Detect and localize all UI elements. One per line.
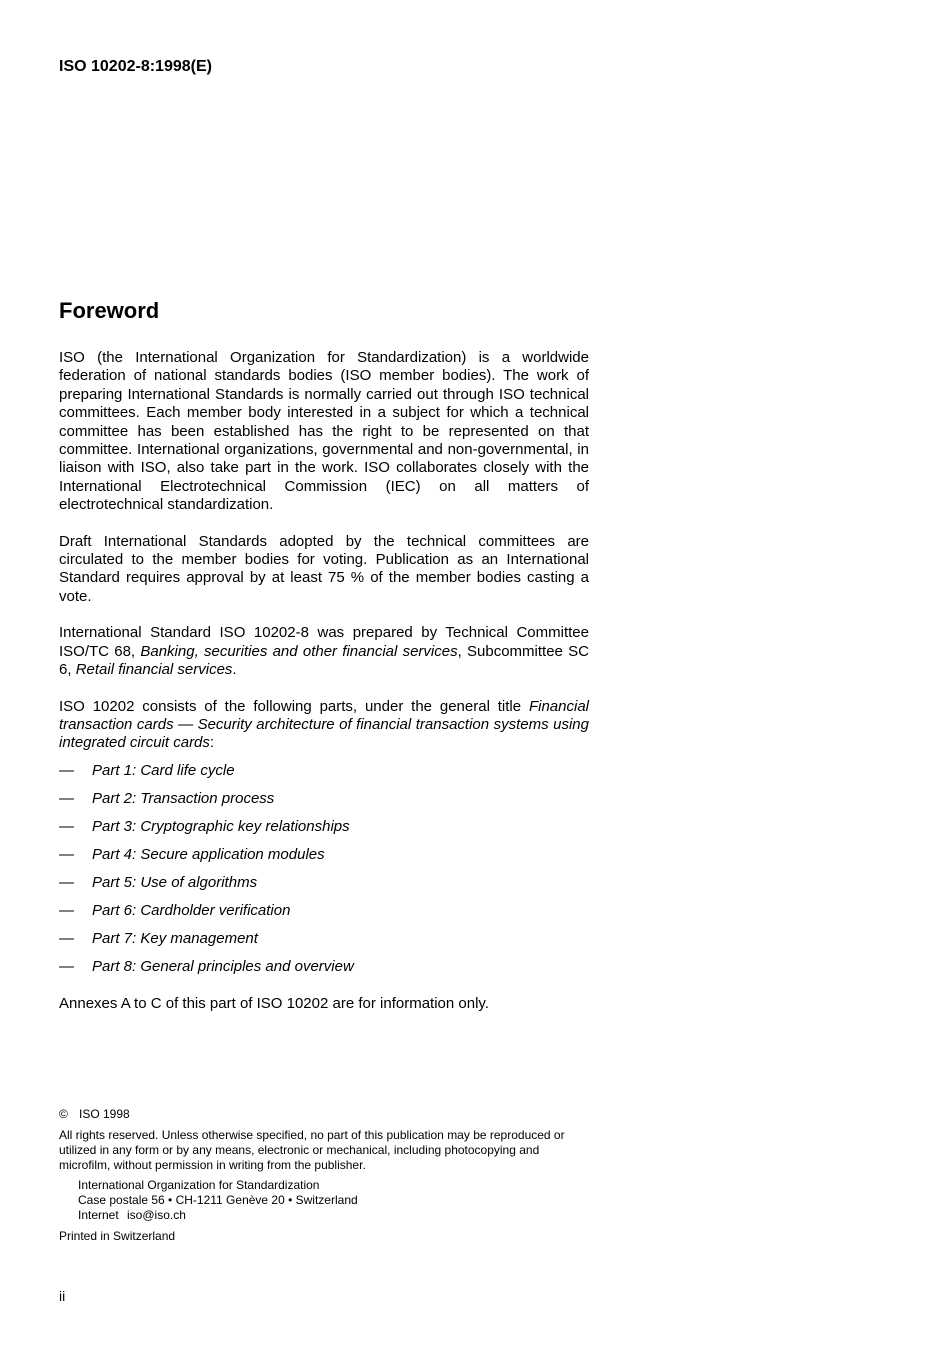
copyright-icon: © <box>59 1107 68 1121</box>
internet-line <box>78 1208 591 1223</box>
foreword-heading: Foreword <box>59 298 160 323</box>
foreword-paragraph-3 <box>59 624 589 679</box>
dash-bullet: — <box>59 789 74 807</box>
committee-title: Banking, securities and other financial services <box>140 642 458 660</box>
para4-text-2: : <box>209 734 215 752</box>
foreword-paragraph-2: Draft International Standards adopted by the technical committees are circulated to the member bodies for voting. Publication as an International Standard requires approval by at least 75 % of the member bodies casting a vote. <box>59 532 589 605</box>
para3-text-3: . <box>232 661 237 679</box>
dash-bullet: — <box>59 873 74 891</box>
dash-bullet: — <box>59 817 74 835</box>
para3-text-2: , Subcommittee SC 6, <box>59 642 589 679</box>
dash-bullet: — <box>59 929 74 947</box>
publisher-address <box>59 1178 591 1223</box>
list-item <box>59 874 589 902</box>
list-item <box>59 902 589 930</box>
foreword-body <box>59 349 589 1031</box>
list-item <box>59 958 589 986</box>
general-title: Financial transaction cards — Security architecture of financial transaction systems using integrated circuit cards <box>59 697 589 752</box>
page-number: ii <box>59 1288 66 1304</box>
list-item <box>59 790 589 818</box>
printed-in-text: Printed in Switzerland <box>59 1229 176 1243</box>
internet-email: iso@iso.ch <box>127 1208 186 1222</box>
dash-bullet: — <box>59 957 74 975</box>
part-title: Part 4: Secure application modules <box>92 845 325 863</box>
foreword-paragraph-1: ISO (the International Organization for Standardization) is a worldwide federation of national standards bodies (ISO member bodies). The work of preparing International Standards is normally carried out through ISO technical committees. Each member body interested in a subject for which a technical committee has been established has the right to be represented on that committee. International organizations, governmental and non-governmental, in liaison with ISO, also take part in the work. ISO collaborates closely with the International Electrotechnical Commission (IEC) on all matters of electrotechnical standardization. <box>59 349 589 514</box>
organization-name: International Organization for Standardization <box>78 1178 320 1192</box>
para4-text-1: ISO 10202 consists of the following parts, under the general title <box>59 697 529 715</box>
list-item <box>59 930 589 958</box>
copyright-line <box>59 1107 591 1122</box>
part-title: Part 6: Cardholder verification <box>92 901 291 919</box>
part-title: Part 8: General principles and overview <box>92 957 354 975</box>
rights-reserved-text: All rights reserved. Unless otherwise specified, no part of this publication may be reproduced or utilized in any form or by any means, electronic or mechanical, including photocopying and microfilm, without permission in writing from the publisher. <box>59 1128 565 1172</box>
postal-address: Case postale 56 • CH-1211 Genève 20 • Switzerland <box>78 1193 358 1207</box>
list-item <box>59 818 589 846</box>
para3-text-1: International Standard ISO 10202-8 was prepared by Technical Committee ISO/TC 68, <box>59 624 589 660</box>
subcommittee-title: Retail financial services <box>75 661 233 679</box>
annexes-note: Annexes A to C of this part of ISO 10202 are for information only. <box>59 994 489 1012</box>
dash-bullet: — <box>59 761 74 779</box>
list-item <box>59 762 589 790</box>
foreword-paragraph-4 <box>59 698 589 753</box>
copyright-text: ISO 1998 <box>79 1107 130 1121</box>
part-title: Part 1: Card life cycle <box>92 761 235 779</box>
copyright-footer <box>59 1107 591 1244</box>
internet-label: Internet <box>78 1208 119 1222</box>
part-title: Part 7: Key management <box>92 929 258 947</box>
list-item <box>59 846 589 874</box>
part-title: Part 3: Cryptographic key relationships <box>92 817 350 835</box>
document-id-header: ISO 10202-8:1998(E) <box>59 58 212 75</box>
part-title: Part 5: Use of algorithms <box>92 873 258 891</box>
parts-list <box>59 762 589 986</box>
dash-bullet: — <box>59 901 74 919</box>
dash-bullet: — <box>59 845 74 863</box>
part-title: Part 2: Transaction process <box>92 789 275 807</box>
